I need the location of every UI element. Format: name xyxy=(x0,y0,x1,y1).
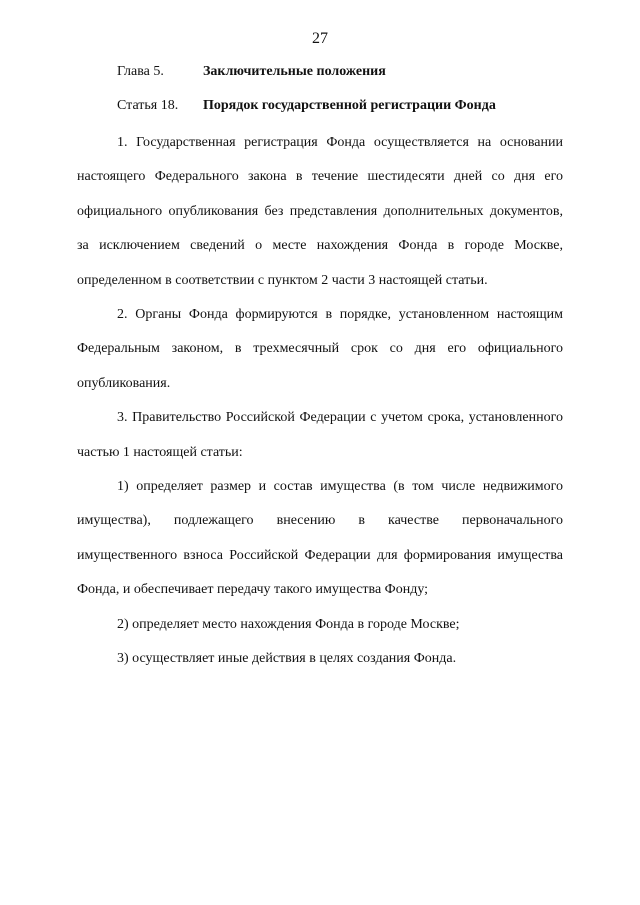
chapter-label: Глава 5. xyxy=(117,64,164,79)
page-number: 27 xyxy=(312,30,328,47)
list-item-1: 1) определяет размер и состав имущества (в том числе недвижимого имущества), подлежащего внесению в качестве первоначального имущественного взноса Российской Федерации для формирования имущества Фонда, и обеспечивает передачу такого имущества Фонду; xyxy=(77,479,563,598)
article-title: Порядок государственной регистрации Фонда xyxy=(203,98,496,113)
list-item-2: 2) определяет место нахождения Фонда в городе Москве; xyxy=(117,616,460,632)
paragraph-1: 1. Государственная регистрация Фонда осуществляется на основании настоящего Федерального закона в течение шестидесяти дней со дня его официального опубликования без представления дополнительных документов, за исключением сведений о месте нахождения Фонда в городе Москве, определенном в соответствии с пунктом 2 части 3 настоящей статьи. xyxy=(77,135,563,288)
paragraph-2: 2. Органы Фонда формируются в порядке, установленном настоящим Федеральным законом, в трехмесячный срок со дня его официального опубликования. xyxy=(77,307,563,391)
article-label: Статья 18. xyxy=(117,98,179,113)
list-item-3: 3) осуществляет иные действия в целях создания Фонда. xyxy=(117,651,457,667)
article-body xyxy=(77,126,563,677)
paragraph-3: 3. Правительство Российской Федерации с учетом срока, установленного частью 1 настоящей статьи: xyxy=(77,410,563,460)
article-heading xyxy=(117,98,496,114)
chapter-heading xyxy=(117,64,386,80)
chapter-title: Заключительные положения xyxy=(203,64,386,79)
